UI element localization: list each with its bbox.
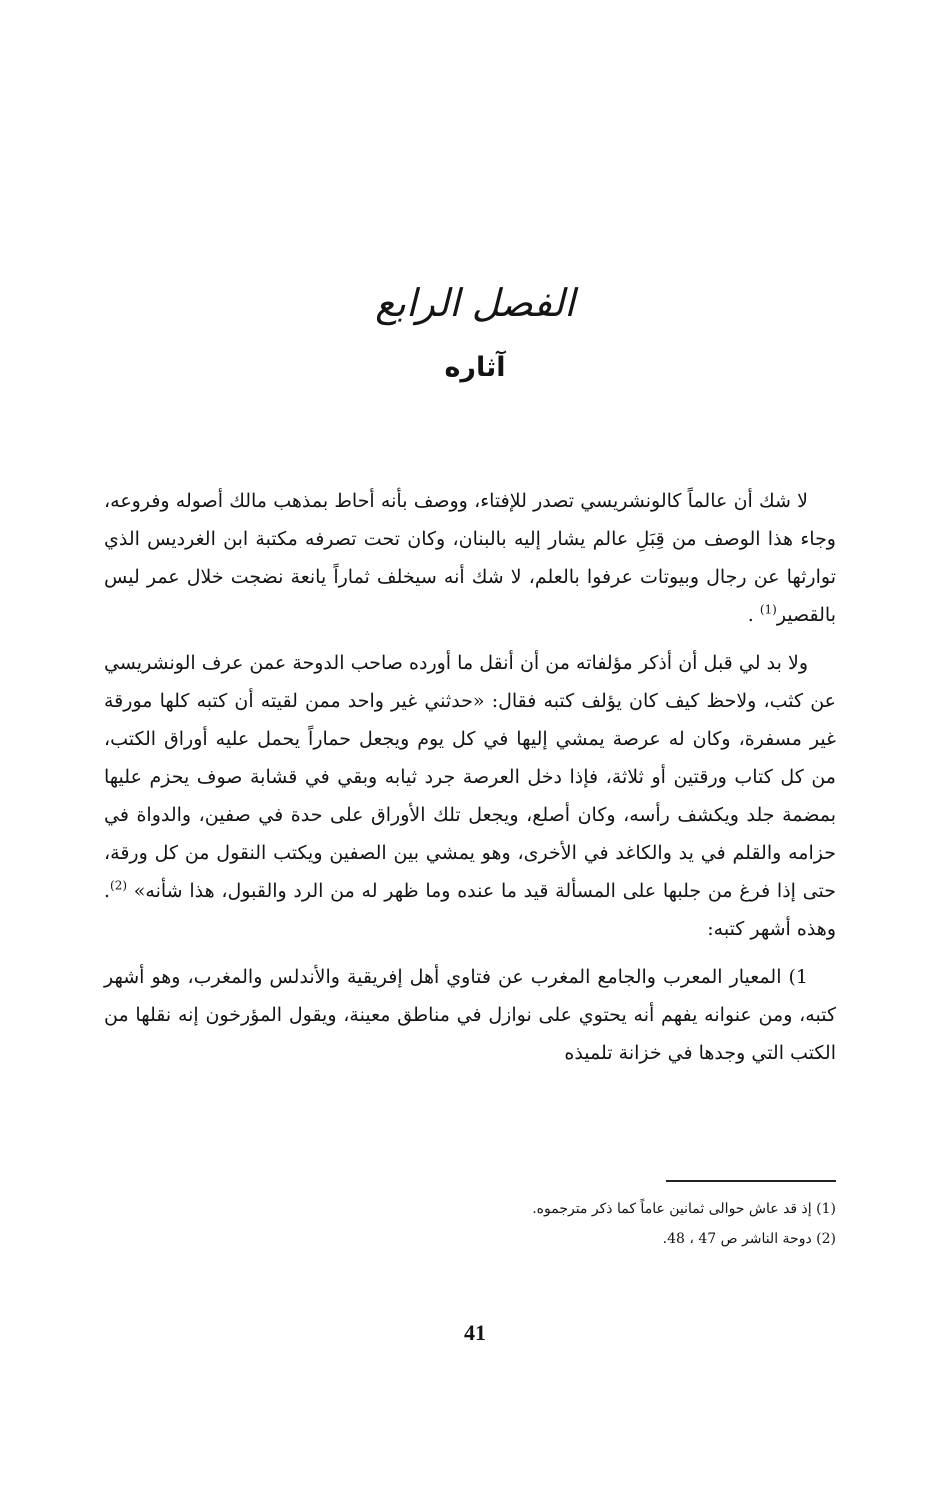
paragraph-2 [104, 644, 836, 948]
paragraph-3-text: 1) المعيار المعرب والجامع المغرب عن فتاوي أهل إفريقية والأندلس والمغرب، وهو أشهر كتبه، ومن عنوانه يفهم أنه يحتوي على نوازل في مناطق معينة، ويقول المؤرخون إنه نقلها من الكتب التي وجدها في خزانة تلميذه [104, 966, 836, 1064]
paragraph-2-text: ولا بد لي قبل أن أذكر مؤلفاته من أن أنقل ما أورده صاحب الدوحة عمن عرف الونشريسي عن كثب، ولاحظ كيف كان يؤلف كتبه فقال: «حدثني غير واحد ممن لقيته أن كتبه كلها مورقة غير مسفرة، وكان له عرصة يمشي إليها في كل يوم ويجعل حماراً يحمل عليه أوراق الكتب، من كل كتاب ورقتين أو ثلاثة، فإذا دخل العرصة جرد ثيابه وبقي في قشابة صوف يحزم عليها بمضمة جلد ويكشف رأسه، وكان أصلع، ويجعل تلك الأوراق على حدة في صفين، والدواة في حزامه والقلم في يد والكاغد في الأخرى، وهو يمشي بين الصفين ويكتب النقول من كل ورقة، حتى إذا فرغ من جلبها على المسألة قيد ما عنده وما ظهر له من الرد والقبول، هذا شأنه» [104, 652, 836, 902]
footnote-ref-1[interactable]: (1) [759, 602, 777, 617]
paragraph-3 [104, 958, 836, 1072]
paragraph-1 [104, 482, 836, 634]
footnote-2: (2) دوحة الناشر ص 47 ، 48. [662, 1231, 836, 1247]
paragraph-1-end: . [747, 604, 760, 626]
page-number: 41 [464, 1320, 486, 1345]
chapter-title: آثاره [444, 352, 506, 383]
footnote-divider [666, 1180, 836, 1182]
paragraph-1-text: لا شك أن عالماً كالونشريسي تصدر للإفتاء، ووصف بأنه أحاط بمذهب مالك أصوله وفروعه، وجاء هذا الوصف من قِبَلِ عالم يشار إليه بالبنان، وكان تحت تصرفه مكتبة ابن الغرديس الذي توارثها عن رجال وبيوتات عرفوا بالعلم، لا شك أنه سيخلف ثماراً يانعة نضجت خلال عمر ليس بالقصير [104, 490, 836, 626]
chapter-label: الفصل الرابع [375, 281, 575, 325]
footnotes [300, 1194, 836, 1254]
footnote-1: (1) إذ قد عاش حوالى ثمانين عاماً كما ذكر مترجموه. [532, 1201, 836, 1217]
paragraph-2-end: . وهذه أشهر كتبه: [104, 880, 836, 940]
body-text [104, 482, 836, 1082]
footnote-ref-2[interactable]: (2) [110, 878, 128, 893]
